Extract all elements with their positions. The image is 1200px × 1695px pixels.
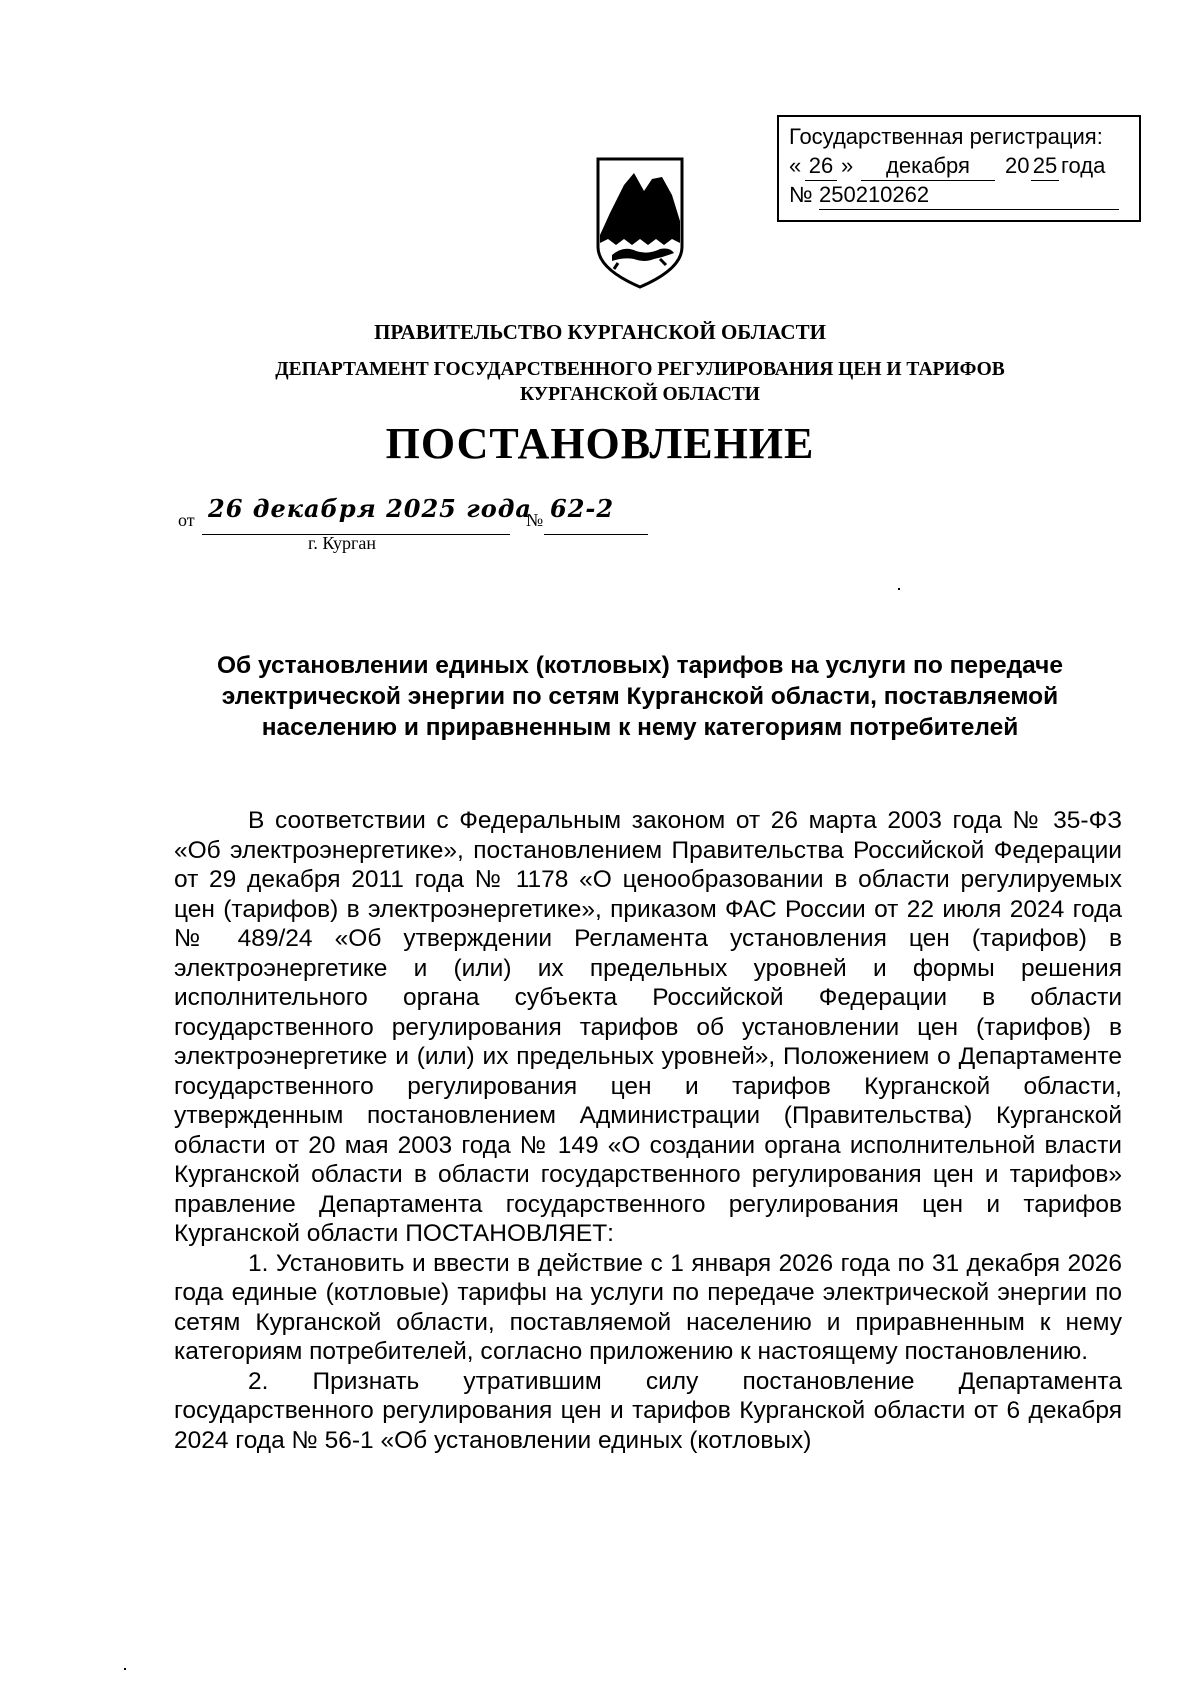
- registration-year-prefix: 20: [1005, 153, 1030, 178]
- number-prefix: №: [526, 510, 544, 530]
- registration-date: « 26 » декабря 20 25 года: [789, 152, 1129, 180]
- item-1-paragraph: 1. Установить и ввести в действие с 1 января 2026 года по 31 декабря 2026 года единые (котловые) тарифы на услуги по передаче электрической энергии по сетям Курганской области, поставляемой населению и приравненным к нему категориям потребителей, согласно приложению к настоящему постановлению.: [174, 1249, 1122, 1365]
- handwritten-number: 62-2: [550, 494, 615, 523]
- registration-label: Государственная регистрация:: [789, 124, 1103, 149]
- city: г. Курган: [308, 533, 377, 553]
- coat-of-arms-emblem: [590, 155, 690, 293]
- handwritten-date: 26 декабря 2025 года: [208, 494, 532, 523]
- date-prefix: от: [178, 510, 195, 530]
- registration-year-suffix: 25: [1031, 152, 1059, 181]
- document-body: [174, 806, 1122, 1455]
- document-title: Об установлении единых (котловых) тарифов на услуги по передаче электрической энергии по сетям Курганской области, поставляемой населению и приравненным к нему категориям потребителей: [216, 652, 1064, 741]
- scan-speck: [898, 588, 900, 590]
- decree-date-line: [178, 494, 648, 534]
- registration-day: 26: [805, 152, 837, 181]
- department-name: ДЕПАРТАМЕНТ ГОСУДАРСТВЕННОГО РЕГУЛИРОВАНИЯ ЦЕН И ТАРИФОВ КУРГАНСКОЙ ОБЛАСТИ: [275, 359, 1005, 405]
- registration-number: 250210262: [819, 181, 1119, 210]
- registration-number-line: [789, 181, 1129, 209]
- registration-month: декабря: [861, 152, 995, 181]
- preamble-paragraph: В соответствии с Федеральным законом от 26 марта 2003 года № 35-ФЗ «Об электроэнергетике», постановлением Правительства Российской Федерации от 29 декабря 2011 года № 1178 «О ценообразовании в области регулируемых цен (тарифов) в электроэнергетике», приказом ФАС России от 22 июля 2024 года № 489/24 «Об утверждении Регламента установления цен (тарифов) в электроэнергетике и (или) их предельных уровней и формы решения исполнительного органа субъекта Российской Федерации в области государственного регулирования тарифов об установлении цен (тарифов) в электроэнергетике и (или) их предельных уровней», Положением о Департаменте государственного регулирования цен и тарифов Курганской области, утвержденным постановлением Администрации (Правительства) Курганской области от 20 мая 2003 года № 149 «О создании органа исполнительной власти Курганской области в области государственного регулирования цен и тарифов» правление Департамента государственного регулирования цен и тарифов Курганской области ПОСТАНОВЛЯЕТ:: [174, 807, 1122, 1247]
- registration-number-prefix: №: [789, 182, 813, 207]
- scan-speck: [124, 1668, 126, 1670]
- document-type: ПОСТАНОВЛЕНИЕ: [385, 419, 815, 468]
- registration-stamp: [777, 115, 1141, 222]
- government-name: ПРАВИТЕЛЬСТВО КУРГАНСКОЙ ОБЛАСТИ: [374, 320, 826, 344]
- item-2-paragraph: 2. Признать утратившим силу постановление Департамента государственного регулирования цен и тарифов Курганской области от 6 декабря 2024 года № 56-1 «Об установлении единых (котловых): [174, 1367, 1122, 1454]
- registration-year-word: года: [1061, 153, 1106, 178]
